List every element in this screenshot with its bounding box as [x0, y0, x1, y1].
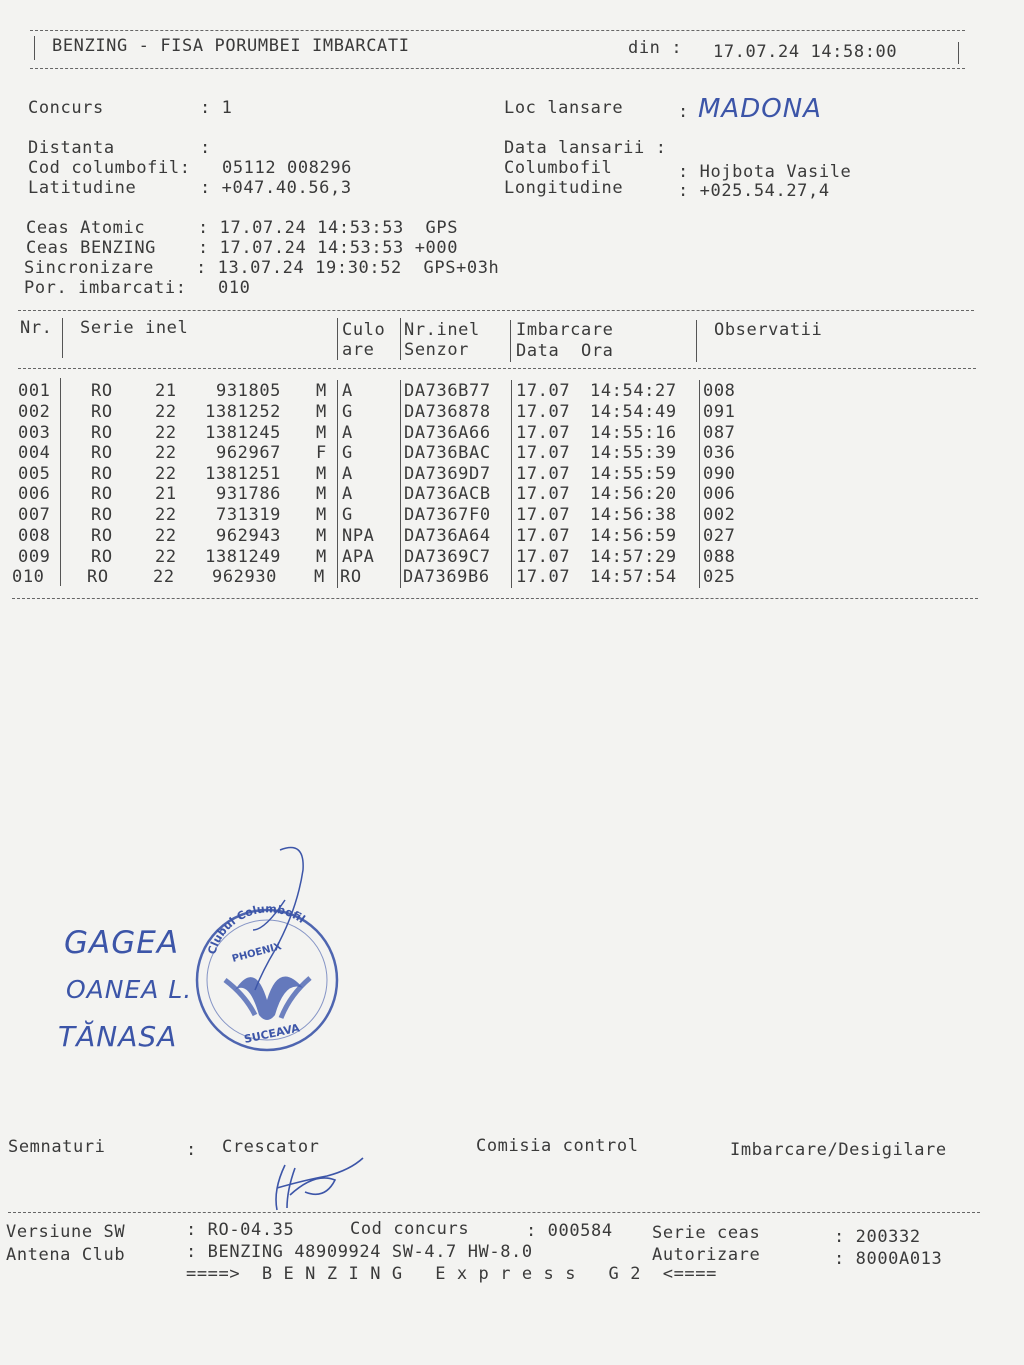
- row-divider-ora: [699, 380, 700, 588]
- row-ora: 14:55:59: [590, 464, 677, 484]
- row-tara: RO: [91, 423, 113, 443]
- row-tara: RO: [91, 443, 113, 463]
- serie-ceas-value: : 200332: [834, 1227, 921, 1247]
- handwritten-name-1: GAGEA: [64, 925, 180, 961]
- top-rule: [30, 30, 965, 31]
- col-header-nr: Nr.: [20, 318, 53, 338]
- col-divider: [62, 318, 63, 358]
- row-nr-inel: 1381252: [205, 402, 281, 422]
- stamp-club-path: Clubul Columbofil: [205, 902, 308, 956]
- row-tara: RO: [91, 484, 113, 504]
- col-header-culoare-1: Culo: [342, 320, 386, 340]
- table-row: [0, 567, 1000, 588]
- cod-columbofil-label: Cod columbofil:: [28, 158, 191, 178]
- row-culoare: RO: [340, 567, 362, 587]
- row-observatii: 027: [703, 526, 736, 546]
- table-bottom-rule: [12, 598, 978, 599]
- row-data: 17.07: [516, 443, 571, 463]
- row-sex: M: [314, 567, 325, 587]
- row-observatii: 090: [703, 464, 736, 484]
- row-senzor: DA7367F0: [404, 505, 491, 525]
- row-culoare: A: [342, 464, 353, 484]
- row-nr-inel: 1381245: [205, 423, 281, 443]
- footer-top-rule: [8, 1212, 980, 1213]
- row-an: 22: [155, 443, 177, 463]
- row-observatii: 088: [703, 547, 736, 567]
- row-ora: 14:57:29: [590, 547, 677, 567]
- row-culoare: A: [342, 423, 353, 443]
- row-observatii: 008: [703, 381, 736, 401]
- row-divider-culoare: [400, 380, 401, 588]
- col-header-culoare-2: are: [342, 340, 375, 360]
- cod-concurs-label: Cod concurs: [350, 1219, 470, 1239]
- row-data: 17.07: [516, 402, 571, 422]
- table-row: [0, 402, 1000, 423]
- col-header-imbarcare-2: Data Ora: [516, 341, 614, 361]
- row-nr-inel: 731319: [215, 505, 281, 525]
- row-nr-inel: 962930: [211, 567, 277, 587]
- distanta-label: Distanta: [28, 138, 115, 158]
- row-culoare: G: [342, 443, 353, 463]
- row-ora: 14:56:38: [590, 505, 677, 525]
- latitudine-value: : +047.40.56,3: [200, 178, 352, 198]
- col-divider: [400, 318, 401, 360]
- sincronizare-label: Sincronizare: [24, 258, 155, 278]
- handwritten-name-2: OANEA L.: [66, 975, 193, 1004]
- row-senzor: DA736878: [404, 402, 491, 422]
- antena-club-value: : BENZING 48909924 SW-4.7 HW-8.0: [186, 1242, 533, 1262]
- columbofil-value: : Hojbota Vasile: [678, 162, 852, 182]
- table-row: [0, 484, 1000, 505]
- row-observatii: 036: [703, 443, 736, 463]
- benzing-express-banner: ====> B E N Z I N G E x p r e s s G 2 <====: [186, 1264, 717, 1284]
- row-an: 21: [155, 484, 177, 504]
- row-observatii: 006: [703, 484, 736, 504]
- row-data: 17.07: [516, 505, 571, 525]
- row-senzor: DA736ACB: [404, 484, 491, 504]
- row-culoare: A: [342, 381, 353, 401]
- row-sex: M: [316, 484, 327, 504]
- ceas-benzing-value: : 17.07.24 14:53:53 +000: [198, 238, 459, 258]
- row-observatii: 002: [703, 505, 736, 525]
- row-an: 21: [155, 381, 177, 401]
- ceas-atomic-value: : 17.07.24 14:53:53 GPS: [198, 218, 459, 238]
- row-senzor: DA7369D7: [404, 464, 491, 484]
- row-ora: 14:54:27: [590, 381, 677, 401]
- row-nr: 007: [18, 505, 51, 525]
- row-divider-senzor: [511, 380, 512, 588]
- row-nr: 006: [18, 484, 51, 504]
- col-header-nr-inel-1: Nr.inel: [404, 320, 480, 340]
- loc-lansare-colon: :: [678, 102, 689, 122]
- row-senzor: DA7369B6: [403, 567, 490, 587]
- row-nr: 009: [18, 547, 51, 567]
- crescator-label: Crescator: [222, 1137, 320, 1157]
- row-nr: 003: [18, 423, 51, 443]
- header-left-bar: [34, 36, 35, 60]
- comisia-control-label: Comisia control: [476, 1136, 639, 1156]
- row-sex: M: [316, 505, 327, 525]
- row-data: 17.07: [516, 484, 571, 504]
- row-tara: RO: [91, 547, 113, 567]
- row-data: 17.07: [516, 547, 571, 567]
- table-row: [0, 547, 1000, 568]
- stamp-phoenix-text: PHOENIX: [230, 941, 283, 965]
- row-tara: RO: [91, 402, 113, 422]
- table-top-rule: [18, 310, 974, 311]
- row-sex: M: [316, 381, 327, 401]
- row-an: 22: [155, 423, 177, 443]
- row-observatii: 025: [703, 567, 736, 587]
- cod-concurs-value: : 000584: [526, 1221, 613, 1241]
- data-lansarii-label: Data lansarii :: [504, 138, 667, 158]
- club-stamp: [185, 840, 345, 1065]
- longitudine-label: Longitudine: [504, 178, 624, 198]
- row-tara: RO: [91, 505, 113, 525]
- row-tara: RO: [91, 381, 113, 401]
- porumbei-imbarcati-value: 010: [218, 278, 251, 298]
- row-culoare: NPA: [342, 526, 375, 546]
- row-senzor: DA736BAC: [404, 443, 491, 463]
- col-header-nr-inel-2: Senzor: [404, 340, 470, 360]
- header-bottom-rule: [30, 68, 965, 69]
- row-an: 22: [155, 505, 177, 525]
- row-an: 22: [155, 547, 177, 567]
- versiune-sw-value: : RO-04.35: [186, 1220, 295, 1240]
- row-nr-inel: 962967: [215, 443, 281, 463]
- col-header-serie-inel: Serie inel: [80, 318, 189, 338]
- row-ora: 14:55:39: [590, 443, 677, 463]
- row-nr: 004: [18, 443, 51, 463]
- col-divider: [337, 318, 338, 360]
- col-divider: [696, 320, 697, 362]
- row-ora: 14:56:20: [590, 484, 677, 504]
- row-nr: 008: [18, 526, 51, 546]
- row-data: 17.07: [516, 567, 571, 587]
- row-ora: 14:55:16: [590, 423, 677, 443]
- table-header-rule: [18, 368, 976, 369]
- longitudine-value: : +025.54.27,4: [678, 181, 830, 201]
- stamp-city-text: SUCEAVA: [242, 1021, 301, 1046]
- table-row: [0, 464, 1000, 485]
- row-sex: M: [316, 423, 327, 443]
- row-culoare: APA: [342, 547, 375, 567]
- loc-lansare-handwritten: MADONA: [698, 94, 822, 124]
- handwritten-name-3: TĂNASA: [58, 1020, 178, 1053]
- autorizare-value: : 8000A013: [834, 1249, 943, 1269]
- antena-club-label: Antena Club: [6, 1245, 126, 1265]
- versiune-sw-label: Versiune SW: [6, 1222, 126, 1242]
- table-row: [0, 526, 1000, 547]
- table-row: [0, 423, 1000, 444]
- row-data: 17.07: [516, 464, 571, 484]
- latitudine-label: Latitudine: [28, 178, 137, 198]
- date-label: din :: [628, 38, 683, 58]
- row-nr: 002: [18, 402, 51, 422]
- row-culoare: G: [342, 505, 353, 525]
- serie-ceas-label: Serie ceas: [652, 1223, 761, 1243]
- row-tara: RO: [91, 526, 113, 546]
- row-an: 22: [155, 402, 177, 422]
- row-tara: RO: [91, 464, 113, 484]
- row-an: 22: [155, 526, 177, 546]
- row-divider-nr: [60, 378, 61, 586]
- row-sex: M: [316, 402, 327, 422]
- concurs-value: : 1: [200, 98, 233, 118]
- row-culoare: G: [342, 402, 353, 422]
- row-observatii: 091: [703, 402, 736, 422]
- distanta-value: :: [200, 138, 211, 158]
- row-senzor: DA736A66: [404, 423, 491, 443]
- ceas-benzing-label: Ceas BENZING: [26, 238, 157, 258]
- columbofil-label: Columbofil: [504, 158, 613, 178]
- row-nr: 010: [12, 567, 45, 587]
- row-observatii: 087: [703, 423, 736, 443]
- row-nr-inel: 1381249: [205, 547, 281, 567]
- col-header-observatii: Observatii: [714, 320, 823, 340]
- row-tara: RO: [87, 567, 109, 587]
- row-nr-inel: 931805: [215, 381, 281, 401]
- row-nr: 001: [18, 381, 51, 401]
- row-an: 22: [155, 464, 177, 484]
- row-sex: M: [316, 547, 327, 567]
- cod-columbofil-value: 05112 008296: [222, 158, 353, 178]
- row-sex: F: [316, 443, 327, 463]
- row-nr-inel: 1381251: [205, 464, 281, 484]
- row-data: 17.07: [516, 423, 571, 443]
- imbarcare-desigilare-label: Imbarcare/Desigilare: [730, 1140, 947, 1160]
- table-row: [0, 505, 1000, 526]
- concurs-label: Concurs: [28, 98, 104, 118]
- loc-lansare-label: Loc lansare: [504, 98, 624, 118]
- document-title: BENZING - FISA PORUMBEI IMBARCATI: [52, 36, 410, 56]
- semnaturi-label: Semnaturi: [8, 1137, 106, 1157]
- table-row: [0, 443, 1000, 464]
- row-senzor: DA7369C7: [404, 547, 491, 567]
- autorizare-label: Autorizare: [652, 1245, 761, 1265]
- row-data: 17.07: [516, 381, 571, 401]
- row-culoare: A: [342, 484, 353, 504]
- row-senzor: DA736A64: [404, 526, 491, 546]
- row-nr-inel: 962943: [215, 526, 281, 546]
- row-ora: 14:54:49: [590, 402, 677, 422]
- row-an: 22: [153, 567, 175, 587]
- row-nr-inel: 931786: [215, 484, 281, 504]
- col-header-imbarcare-1: Imbarcare: [516, 320, 614, 340]
- row-sex: M: [316, 526, 327, 546]
- row-divider-sex: [337, 380, 338, 588]
- print-datetime: 17.07.24 14:58:00: [713, 42, 898, 62]
- crescator-signature-icon: [265, 1150, 375, 1215]
- sincronizare-value: : 13.07.24 19:30:52 GPS+03h: [196, 258, 500, 278]
- ceas-atomic-label: Ceas Atomic: [26, 218, 146, 238]
- row-ora: 14:56:59: [590, 526, 677, 546]
- row-ora: 14:57:54: [590, 567, 677, 587]
- row-sex: M: [316, 464, 327, 484]
- header-right-bar: [958, 42, 959, 64]
- row-nr: 005: [18, 464, 51, 484]
- semnaturi-colon: :: [186, 1140, 197, 1160]
- col-divider: [510, 320, 511, 362]
- row-data: 17.07: [516, 526, 571, 546]
- row-senzor: DA736B77: [404, 381, 491, 401]
- porumbei-imbarcati-label: Por. imbarcati:: [24, 278, 187, 298]
- table-row: [0, 381, 1000, 402]
